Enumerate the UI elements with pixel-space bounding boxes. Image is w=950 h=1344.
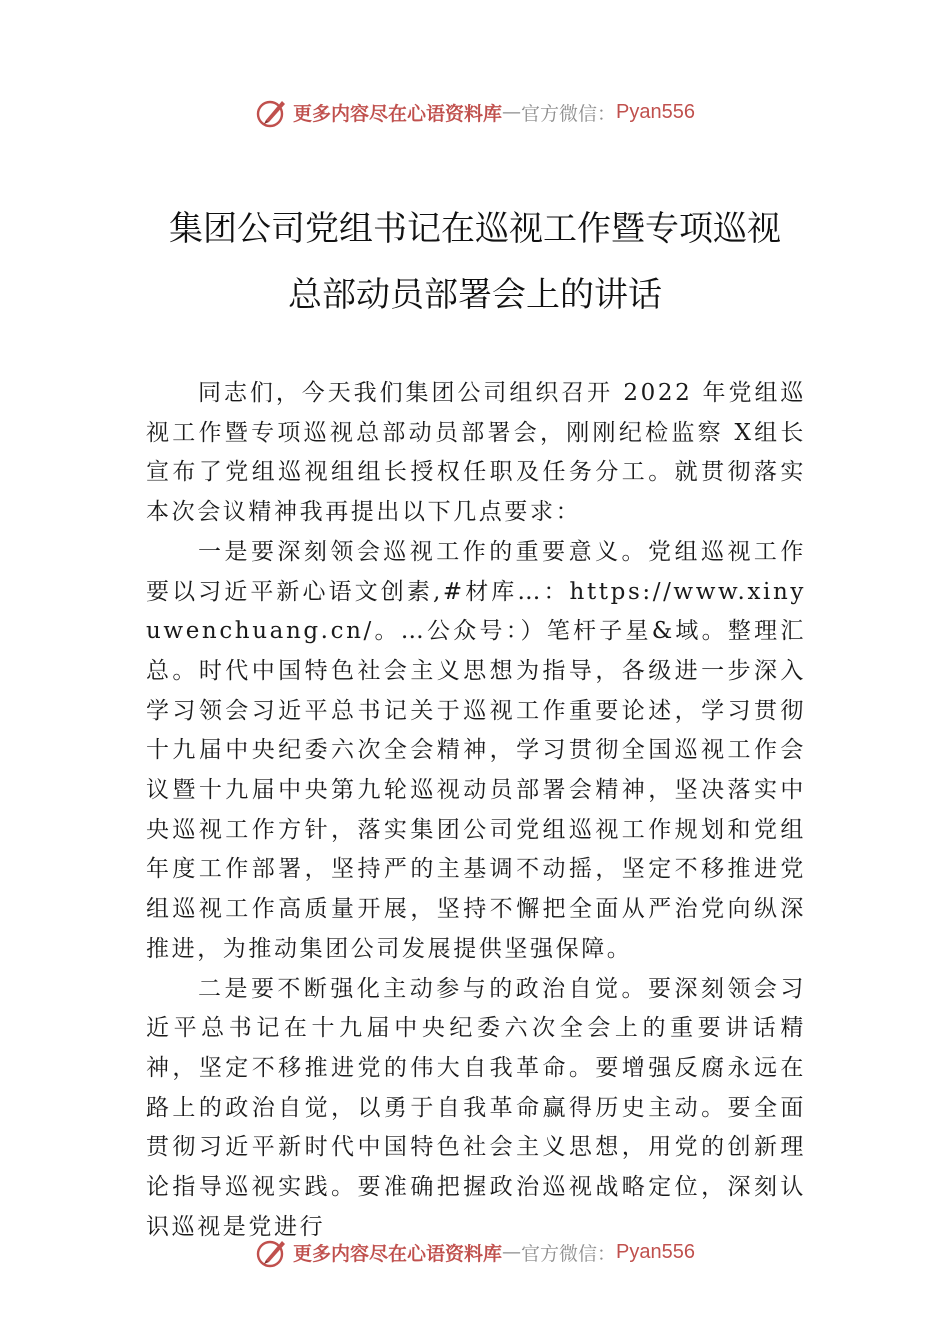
banner-separator: — (502, 101, 522, 123)
banner-separator: — (502, 1241, 522, 1263)
title-line-2: 总部动员部署会上的讲话 (288, 275, 662, 315)
paragraph-3: 二是要不断强化主动参与的政治自觉。要深刻领会习近平总书记在十九届中央纪委六次全会上的重要讲话精神，坚定不移推进党的伟大自我革命。要增强反腐永远在路上的政治自觉，以勇于自我革命赢得历史主动。要全面贯彻习近平新时代中国特色社会主义思想，用党的创新理论指导巡视实践。要准确把握政治巡视战略定位，深刻认识巡视是党进行 (146, 975, 806, 1240)
title-line-1: 集团公司党组书记在巡视工作暨专项巡视 (169, 209, 781, 249)
pen-nib-logo-icon (255, 1235, 289, 1269)
document-title (120, 196, 830, 328)
banner-brand-text: 更多内容尽在心语资料库 (293, 1242, 503, 1265)
banner-wechat-id: Pyan556 (616, 100, 695, 123)
banner-brand-text: 更多内容尽在心语资料库 (293, 102, 503, 125)
paragraph-2: 一是要深刻领会巡视工作的重要意义。党组巡视工作要以习近平新心语文创素,#材库…：https://www.xinyuwenchuang.cn/。…公众号：）笔杆子星&域。整理汇总。时代中国特色社会主义思想为指导，各级进一步深入学习领会习近平总书记关于巡视工作重要论述，学习贯彻十九届中央纪委六次全会精神，学习贯彻全国巡视工作会议暨十九届中央第九轮巡视动员部署会精神，坚决落实中央巡视工作方针，落实集团公司党组巡视工作规划和党组年度工作部署，坚持严的主基调不动摇，坚定不移推进党组巡视工作高质量开展，坚持不懈把全面从严治党向纵深推进，为推动集团公司发展提供坚强保障。 (146, 538, 806, 962)
document-body (146, 374, 806, 1247)
paragraph-1: 同志们，今天我们集团公司组织召开 2022 年党组巡视工作暨专项巡视总部动员部署会，刚刚纪检监察 X组长宣布了党组巡视组组长授权任职及任务分工。就贯彻落实本次会议精神我再提出以下几点要求： (146, 380, 806, 526)
pen-nib-logo-icon (255, 95, 289, 129)
banner-wechat-id: Pyan556 (616, 1240, 695, 1263)
footer-banner (0, 1232, 950, 1272)
banner-wechat-label: 官方微信： (521, 1242, 617, 1265)
banner-wechat-label: 官方微信： (521, 102, 617, 125)
header-banner (0, 92, 950, 132)
